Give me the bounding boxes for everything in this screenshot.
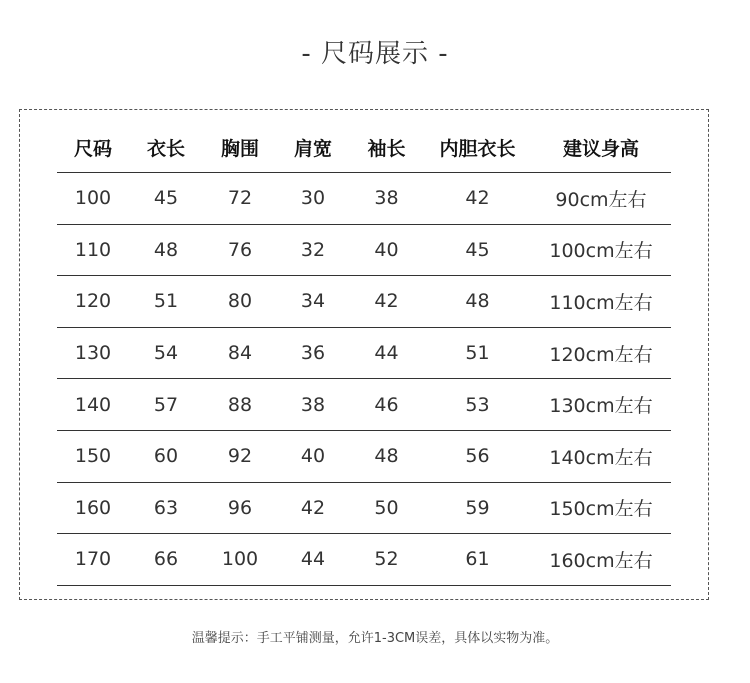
table-cell: 40 xyxy=(349,224,424,276)
table-cell: 44 xyxy=(277,534,349,586)
column-header: 内胆衣长 xyxy=(424,122,531,173)
column-header: 肩宽 xyxy=(277,122,349,173)
size-chart-table xyxy=(57,122,671,586)
column-header: 袖长 xyxy=(349,122,424,173)
table-cell: 61 xyxy=(424,534,531,586)
table-row xyxy=(57,379,671,431)
table-cell: 30 xyxy=(277,173,349,225)
table-cell: 56 xyxy=(424,430,531,482)
table-cell: 42 xyxy=(277,482,349,534)
table-cell: 57 xyxy=(129,379,203,431)
table-cell: 48 xyxy=(424,276,531,328)
table-cell: 46 xyxy=(349,379,424,431)
table-cell: 110cm左右 xyxy=(531,276,671,328)
table-cell: 140cm左右 xyxy=(531,430,671,482)
table-cell: 130 xyxy=(57,327,129,379)
page-title: - 尺码展示 - xyxy=(301,39,449,69)
table-cell: 63 xyxy=(129,482,203,534)
table-cell: 160 xyxy=(57,482,129,534)
table-cell: 130cm左右 xyxy=(531,379,671,431)
table-cell: 96 xyxy=(203,482,277,534)
table-cell: 48 xyxy=(349,430,424,482)
table-cell: 80 xyxy=(203,276,277,328)
table-header-row xyxy=(57,122,671,173)
measurement-note: 温馨提示：手工平铺测量，允许1-3CM误差，具体以实物为准。 xyxy=(191,631,559,646)
column-header: 建议身高 xyxy=(531,122,671,173)
table-cell: 170 xyxy=(57,534,129,586)
table-row xyxy=(57,327,671,379)
table-cell: 38 xyxy=(277,379,349,431)
table-cell: 60 xyxy=(129,430,203,482)
table-row xyxy=(57,430,671,482)
table-cell: 45 xyxy=(424,224,531,276)
table-cell: 54 xyxy=(129,327,203,379)
table-row xyxy=(57,173,671,225)
table-cell: 32 xyxy=(277,224,349,276)
table-cell: 120cm左右 xyxy=(531,327,671,379)
table-cell: 72 xyxy=(203,173,277,225)
table-row xyxy=(57,534,671,586)
table-cell: 42 xyxy=(424,173,531,225)
table-cell: 150 xyxy=(57,430,129,482)
column-header: 衣长 xyxy=(129,122,203,173)
table-cell: 50 xyxy=(349,482,424,534)
table-cell: 38 xyxy=(349,173,424,225)
table-cell: 42 xyxy=(349,276,424,328)
column-header: 尺码 xyxy=(57,122,129,173)
column-header: 胸围 xyxy=(203,122,277,173)
table-cell: 36 xyxy=(277,327,349,379)
table-cell: 45 xyxy=(129,173,203,225)
table-cell: 40 xyxy=(277,430,349,482)
table-row xyxy=(57,224,671,276)
table-cell: 51 xyxy=(129,276,203,328)
table-cell: 100 xyxy=(57,173,129,225)
table-cell: 48 xyxy=(129,224,203,276)
table-cell: 66 xyxy=(129,534,203,586)
table-cell: 76 xyxy=(203,224,277,276)
table-row xyxy=(57,482,671,534)
table-cell: 34 xyxy=(277,276,349,328)
table-cell: 53 xyxy=(424,379,531,431)
table-cell: 92 xyxy=(203,430,277,482)
table-cell: 110 xyxy=(57,224,129,276)
table-cell: 44 xyxy=(349,327,424,379)
table-cell: 120 xyxy=(57,276,129,328)
table-cell: 100 xyxy=(203,534,277,586)
table-cell: 84 xyxy=(203,327,277,379)
table-cell: 140 xyxy=(57,379,129,431)
table-cell: 51 xyxy=(424,327,531,379)
table-cell: 100cm左右 xyxy=(531,224,671,276)
table-cell: 52 xyxy=(349,534,424,586)
table-cell: 59 xyxy=(424,482,531,534)
table-cell: 90cm左右 xyxy=(531,173,671,225)
table-body xyxy=(57,173,671,586)
table-cell: 150cm左右 xyxy=(531,482,671,534)
table-cell: 160cm左右 xyxy=(531,534,671,586)
table-cell: 88 xyxy=(203,379,277,431)
table-row xyxy=(57,276,671,328)
